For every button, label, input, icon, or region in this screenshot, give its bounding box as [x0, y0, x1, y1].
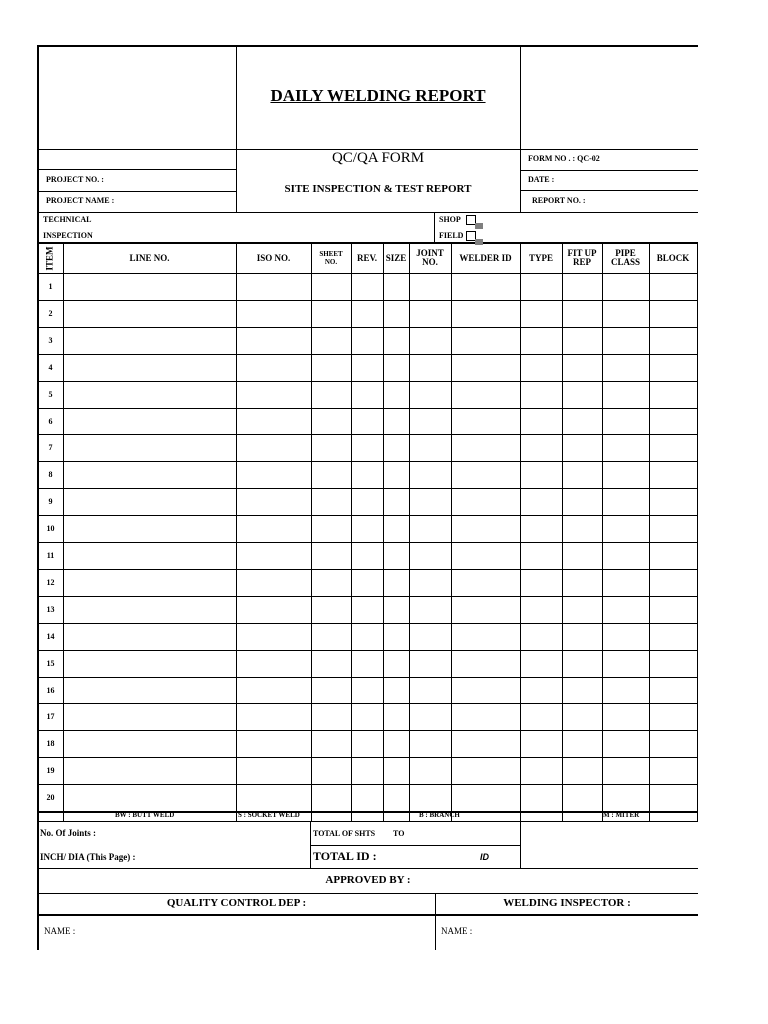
cell-pipe-class[interactable] [603, 597, 649, 623]
cell-rev[interactable] [352, 409, 383, 435]
cell-pipe-class[interactable] [603, 785, 649, 811]
cell-welder-id[interactable] [452, 543, 520, 569]
row-item-number: 15 [46, 659, 55, 668]
cell-joint-no[interactable] [410, 651, 451, 677]
cell-pipe-class[interactable] [603, 274, 649, 300]
row-item-number: 6 [48, 417, 53, 426]
cell-welder-id[interactable] [452, 516, 520, 542]
cell-pipe-class[interactable] [603, 462, 649, 488]
form-no-label: FORM NO . : QC-02 [528, 154, 600, 163]
cell-sheet-no[interactable] [312, 678, 351, 704]
cell-joint-no[interactable] [410, 704, 451, 730]
cell-block[interactable] [650, 570, 697, 596]
cell-size[interactable] [384, 731, 409, 757]
row-item-number: 2 [48, 309, 53, 318]
cell-iso-no[interactable] [237, 355, 311, 381]
cell-size[interactable] [384, 382, 409, 408]
col-sheet-no-header: SHEET NO. [319, 250, 343, 266]
cell-block[interactable] [650, 624, 697, 650]
cell-pipe-class[interactable] [603, 704, 649, 730]
cell-sheet-no[interactable] [312, 543, 351, 569]
cell-line-no[interactable] [64, 382, 236, 408]
cell-sheet-no[interactable] [312, 758, 351, 784]
row-item-number: 4 [48, 363, 53, 372]
col-type-header: TYPE [528, 252, 553, 263]
cell-size[interactable] [384, 409, 409, 435]
cell-sheet-no[interactable] [312, 651, 351, 677]
cell-joint-no[interactable] [410, 489, 451, 515]
cell-iso-no[interactable] [237, 731, 311, 757]
row-item-number: 11 [46, 551, 55, 560]
cell-rev[interactable] [352, 301, 383, 327]
cell-pipe-class[interactable] [603, 355, 649, 381]
col-line-no-header: LINE NO. [129, 252, 170, 263]
cell-welder-id[interactable] [452, 758, 520, 784]
row-item-number: 18 [46, 739, 55, 748]
cell-type[interactable] [521, 382, 562, 408]
cell-iso-no[interactable] [237, 678, 311, 704]
cell-welder-id[interactable] [452, 409, 520, 435]
cell-welder-id[interactable] [452, 355, 520, 381]
col-rev-header: REV. [356, 252, 378, 263]
shop-checkbox-shadow [475, 223, 483, 229]
cell-pipe-class[interactable] [603, 435, 649, 461]
row-item-number: 13 [46, 605, 55, 614]
cell-block[interactable] [650, 489, 697, 515]
to-label: TO [393, 829, 405, 838]
inspector-name-label: NAME : [441, 926, 473, 936]
cell-type[interactable] [521, 274, 562, 300]
form-title: QC/QA FORM [331, 150, 425, 166]
cell-line-no[interactable] [64, 301, 236, 327]
cell-fit-up-rep[interactable] [563, 462, 602, 488]
no-of-joints-label: No. Of Joints : [40, 828, 96, 838]
report-title: DAILY WELDING REPORT [270, 86, 486, 105]
cell-iso-no[interactable] [237, 301, 311, 327]
cell-line-no[interactable] [64, 651, 236, 677]
col-size-header: SIZE [385, 252, 407, 263]
cell-rev[interactable] [352, 597, 383, 623]
cell-pipe-class[interactable] [603, 758, 649, 784]
legend-socket-weld: S : SOCKET WELD [238, 811, 300, 819]
cell-sheet-no[interactable] [312, 516, 351, 542]
cell-size[interactable] [384, 704, 409, 730]
qc-dep-label: QUALITY CONTROL DEP : [166, 897, 307, 909]
cell-joint-no[interactable] [410, 731, 451, 757]
cell-fit-up-rep[interactable] [563, 489, 602, 515]
cell-welder-id[interactable] [452, 731, 520, 757]
cell-sheet-no[interactable] [312, 328, 351, 354]
cell-type[interactable] [521, 516, 562, 542]
cell-size[interactable] [384, 489, 409, 515]
cell-fit-up-rep[interactable] [563, 758, 602, 784]
cell-fit-up-rep[interactable] [563, 704, 602, 730]
cell-fit-up-rep[interactable] [563, 274, 602, 300]
cell-fit-up-rep[interactable] [563, 328, 602, 354]
cell-size[interactable] [384, 543, 409, 569]
cell-line-no[interactable] [64, 758, 236, 784]
row-item-number: 1 [48, 282, 53, 291]
cell-line-no[interactable] [64, 462, 236, 488]
cell-joint-no[interactable] [410, 785, 451, 811]
col-iso-no-header: ISO NO. [256, 252, 291, 263]
cell-welder-id[interactable] [452, 382, 520, 408]
cell-iso-no[interactable] [237, 409, 311, 435]
cell-type[interactable] [521, 570, 562, 596]
cell-sheet-no[interactable] [312, 462, 351, 488]
cell-sheet-no[interactable] [312, 409, 351, 435]
cell-iso-no[interactable] [237, 435, 311, 461]
cell-welder-id[interactable] [452, 678, 520, 704]
cell-sheet-no[interactable] [312, 274, 351, 300]
cell-size[interactable] [384, 516, 409, 542]
cell-size[interactable] [384, 785, 409, 811]
cell-block[interactable] [650, 516, 697, 542]
cell-size[interactable] [384, 462, 409, 488]
cell-welder-id[interactable] [452, 462, 520, 488]
cell-fit-up-rep[interactable] [563, 355, 602, 381]
cell-rev[interactable] [352, 758, 383, 784]
cell-joint-no[interactable] [410, 409, 451, 435]
cell-block[interactable] [650, 382, 697, 408]
cell-iso-no[interactable] [237, 382, 311, 408]
cell-pipe-class[interactable] [603, 328, 649, 354]
row-item-number: 17 [46, 712, 55, 721]
qc-name-label: NAME : [44, 926, 76, 936]
cell-iso-no[interactable] [237, 597, 311, 623]
cell-fit-up-rep[interactable] [563, 624, 602, 650]
col-fit-up-header: FIT UP REP [567, 248, 597, 267]
cell-rev[interactable] [352, 624, 383, 650]
inch-dia-label: INCH/ DIA (This Page) : [40, 852, 136, 862]
cell-fit-up-rep[interactable] [563, 543, 602, 569]
cell-iso-no[interactable] [237, 489, 311, 515]
cell-line-no[interactable] [64, 570, 236, 596]
cell-type[interactable] [521, 785, 562, 811]
cell-pipe-class[interactable] [603, 382, 649, 408]
cell-size[interactable] [384, 597, 409, 623]
field-label: FIELD [439, 231, 464, 240]
cell-size[interactable] [384, 355, 409, 381]
row-item-number: 16 [46, 686, 55, 695]
cell-line-no[interactable] [64, 328, 236, 354]
cell-sheet-no[interactable] [312, 704, 351, 730]
cell-iso-no[interactable] [237, 651, 311, 677]
cell-line-no[interactable] [64, 731, 236, 757]
row-item-number: 7 [48, 443, 53, 452]
cell-sheet-no[interactable] [312, 570, 351, 596]
cell-block[interactable] [650, 355, 697, 381]
cell-rev[interactable] [352, 651, 383, 677]
cell-pipe-class[interactable] [603, 543, 649, 569]
cell-type[interactable] [521, 731, 562, 757]
cell-pipe-class[interactable] [603, 516, 649, 542]
cell-joint-no[interactable] [410, 328, 451, 354]
col-joint-no-header: JOINT NO. [416, 248, 444, 267]
cell-sheet-no[interactable] [312, 489, 351, 515]
cell-iso-no[interactable] [237, 462, 311, 488]
cell-block[interactable] [650, 409, 697, 435]
col-block-header: BLOCK [656, 252, 690, 263]
cell-joint-no[interactable] [410, 462, 451, 488]
col-welder-id-header: WELDER ID [459, 252, 512, 263]
cell-type[interactable] [521, 624, 562, 650]
col-pipe-class-header: PIPE CLASS [610, 248, 640, 267]
cell-line-no[interactable] [64, 355, 236, 381]
cell-welder-id[interactable] [452, 570, 520, 596]
welding-inspector-label: WELDING INSPECTOR : [503, 897, 631, 909]
cell-type[interactable] [521, 355, 562, 381]
row-item-number: 12 [46, 578, 55, 587]
cell-fit-up-rep[interactable] [563, 409, 602, 435]
cell-sheet-no[interactable] [312, 624, 351, 650]
cell-size[interactable] [384, 758, 409, 784]
cell-size[interactable] [384, 678, 409, 704]
legend-butt-weld: BW : BUTT WELD [115, 811, 175, 819]
shop-label: SHOP [439, 215, 461, 224]
cell-sheet-no[interactable] [312, 731, 351, 757]
cell-sheet-no[interactable] [312, 355, 351, 381]
cell-welder-id[interactable] [452, 597, 520, 623]
cell-type[interactable] [521, 704, 562, 730]
cell-rev[interactable] [352, 462, 383, 488]
cell-type[interactable] [521, 758, 562, 784]
col-item-header: ITEM [44, 245, 55, 271]
cell-line-no[interactable] [64, 274, 236, 300]
cell-line-no[interactable] [64, 435, 236, 461]
cell-size[interactable] [384, 328, 409, 354]
cell-joint-no[interactable] [410, 382, 451, 408]
id-label: ID [480, 852, 489, 862]
cell-rev[interactable] [352, 785, 383, 811]
cell-iso-no[interactable] [237, 328, 311, 354]
cell-type[interactable] [521, 435, 562, 461]
cell-joint-no[interactable] [410, 678, 451, 704]
cell-iso-no[interactable] [237, 570, 311, 596]
cell-block[interactable] [650, 785, 697, 811]
project-name-label: PROJECT NAME : [46, 196, 115, 205]
approved-by-label: APPROVED BY : [325, 874, 411, 886]
cell-rev[interactable] [352, 489, 383, 515]
cell-rev[interactable] [352, 678, 383, 704]
cell-type[interactable] [521, 543, 562, 569]
cell-size[interactable] [384, 651, 409, 677]
cell-welder-id[interactable] [452, 704, 520, 730]
cell-block[interactable] [650, 704, 697, 730]
cell-line-no[interactable] [64, 597, 236, 623]
cell-joint-no[interactable] [410, 301, 451, 327]
row-item-number: 10 [46, 524, 55, 533]
cell-pipe-class[interactable] [603, 489, 649, 515]
cell-block[interactable] [650, 328, 697, 354]
cell-rev[interactable] [352, 355, 383, 381]
inspection-label: INSPECTION [43, 231, 93, 240]
cell-pipe-class[interactable] [603, 624, 649, 650]
cell-type[interactable] [521, 301, 562, 327]
row-item-number: 9 [48, 497, 53, 506]
cell-iso-no[interactable] [237, 624, 311, 650]
cell-size[interactable] [384, 624, 409, 650]
cell-block[interactable] [650, 597, 697, 623]
cell-welder-id[interactable] [452, 328, 520, 354]
cell-type[interactable] [521, 597, 562, 623]
cell-line-no[interactable] [64, 516, 236, 542]
cell-size[interactable] [384, 274, 409, 300]
cell-fit-up-rep[interactable] [563, 516, 602, 542]
cell-pipe-class[interactable] [603, 678, 649, 704]
cell-type[interactable] [521, 651, 562, 677]
cell-type[interactable] [521, 489, 562, 515]
cell-iso-no[interactable] [237, 758, 311, 784]
cell-line-no[interactable] [64, 543, 236, 569]
cell-welder-id[interactable] [452, 624, 520, 650]
cell-joint-no[interactable] [410, 543, 451, 569]
cell-block[interactable] [650, 651, 697, 677]
cell-line-no[interactable] [64, 409, 236, 435]
cell-line-no[interactable] [64, 624, 236, 650]
row-item-number: 20 [46, 793, 55, 802]
cell-sheet-no[interactable] [312, 301, 351, 327]
row-item-number: 8 [48, 470, 53, 479]
cell-size[interactable] [384, 570, 409, 596]
cell-pipe-class[interactable] [603, 651, 649, 677]
cell-fit-up-rep[interactable] [563, 570, 602, 596]
cell-pipe-class[interactable] [603, 301, 649, 327]
cell-welder-id[interactable] [452, 651, 520, 677]
cell-block[interactable] [650, 678, 697, 704]
cell-line-no[interactable] [64, 704, 236, 730]
row-item-number: 19 [46, 766, 55, 775]
cell-fit-up-rep[interactable] [563, 435, 602, 461]
cell-line-no[interactable] [64, 678, 236, 704]
cell-fit-up-rep[interactable] [563, 382, 602, 408]
cell-joint-no[interactable] [410, 516, 451, 542]
cell-sheet-no[interactable] [312, 785, 351, 811]
cell-iso-no[interactable] [237, 543, 311, 569]
cell-pipe-class[interactable] [603, 570, 649, 596]
row-item-number: 14 [46, 632, 55, 641]
cell-block[interactable] [650, 758, 697, 784]
cell-size[interactable] [384, 435, 409, 461]
cell-rev[interactable] [352, 704, 383, 730]
cell-size[interactable] [384, 301, 409, 327]
cell-line-no[interactable] [64, 785, 236, 811]
cell-iso-no[interactable] [237, 274, 311, 300]
cell-type[interactable] [521, 678, 562, 704]
row-item-number: 3 [48, 336, 53, 345]
project-no-label: PROJECT NO. : [46, 175, 104, 184]
cell-sheet-no[interactable] [312, 382, 351, 408]
cell-sheet-no[interactable] [312, 435, 351, 461]
cell-block[interactable] [650, 274, 697, 300]
legend-branch: B : BRANCH [419, 811, 460, 819]
cell-fit-up-rep[interactable] [563, 731, 602, 757]
cell-fit-up-rep[interactable] [563, 785, 602, 811]
cell-type[interactable] [521, 409, 562, 435]
cell-sheet-no[interactable] [312, 597, 351, 623]
cell-joint-no[interactable] [410, 355, 451, 381]
row-item-number: 5 [48, 390, 53, 399]
cell-joint-no[interactable] [410, 624, 451, 650]
cell-type[interactable] [521, 328, 562, 354]
cell-fit-up-rep[interactable] [563, 301, 602, 327]
cell-rev[interactable] [352, 731, 383, 757]
cell-fit-up-rep[interactable] [563, 651, 602, 677]
cell-pipe-class[interactable] [603, 409, 649, 435]
cell-rev[interactable] [352, 543, 383, 569]
cell-welder-id[interactable] [452, 489, 520, 515]
cell-iso-no[interactable] [237, 785, 311, 811]
cell-joint-no[interactable] [410, 597, 451, 623]
cell-welder-id[interactable] [452, 785, 520, 811]
cell-iso-no[interactable] [237, 704, 311, 730]
cell-welder-id[interactable] [452, 435, 520, 461]
cell-welder-id[interactable] [452, 301, 520, 327]
cell-pipe-class[interactable] [603, 731, 649, 757]
cell-rev[interactable] [352, 274, 383, 300]
cell-welder-id[interactable] [452, 274, 520, 300]
cell-type[interactable] [521, 462, 562, 488]
cell-joint-no[interactable] [410, 274, 451, 300]
cell-joint-no[interactable] [410, 758, 451, 784]
cell-iso-no[interactable] [237, 516, 311, 542]
cell-joint-no[interactable] [410, 570, 451, 596]
cell-block[interactable] [650, 462, 697, 488]
legend-miter: M : MITER [603, 811, 640, 819]
cell-rev[interactable] [352, 435, 383, 461]
cell-rev[interactable] [352, 328, 383, 354]
report-no-label: REPORT NO. : [532, 196, 586, 205]
cell-rev[interactable] [352, 570, 383, 596]
cell-rev[interactable] [352, 516, 383, 542]
total-shts-label: TOTAL OF SHTS [313, 829, 376, 838]
cell-joint-no[interactable] [410, 435, 451, 461]
total-id-label: TOTAL ID : [313, 849, 377, 863]
form-subtitle: SITE INSPECTION & TEST REPORT [284, 183, 472, 195]
cell-block[interactable] [650, 301, 697, 327]
cell-line-no[interactable] [64, 489, 236, 515]
cell-fit-up-rep[interactable] [563, 678, 602, 704]
cell-block[interactable] [650, 731, 697, 757]
cell-fit-up-rep[interactable] [563, 597, 602, 623]
cell-block[interactable] [650, 435, 697, 461]
technical-label: TECHNICAL [43, 215, 92, 224]
cell-rev[interactable] [352, 382, 383, 408]
cell-block[interactable] [650, 543, 697, 569]
date-label: DATE : [528, 175, 555, 184]
